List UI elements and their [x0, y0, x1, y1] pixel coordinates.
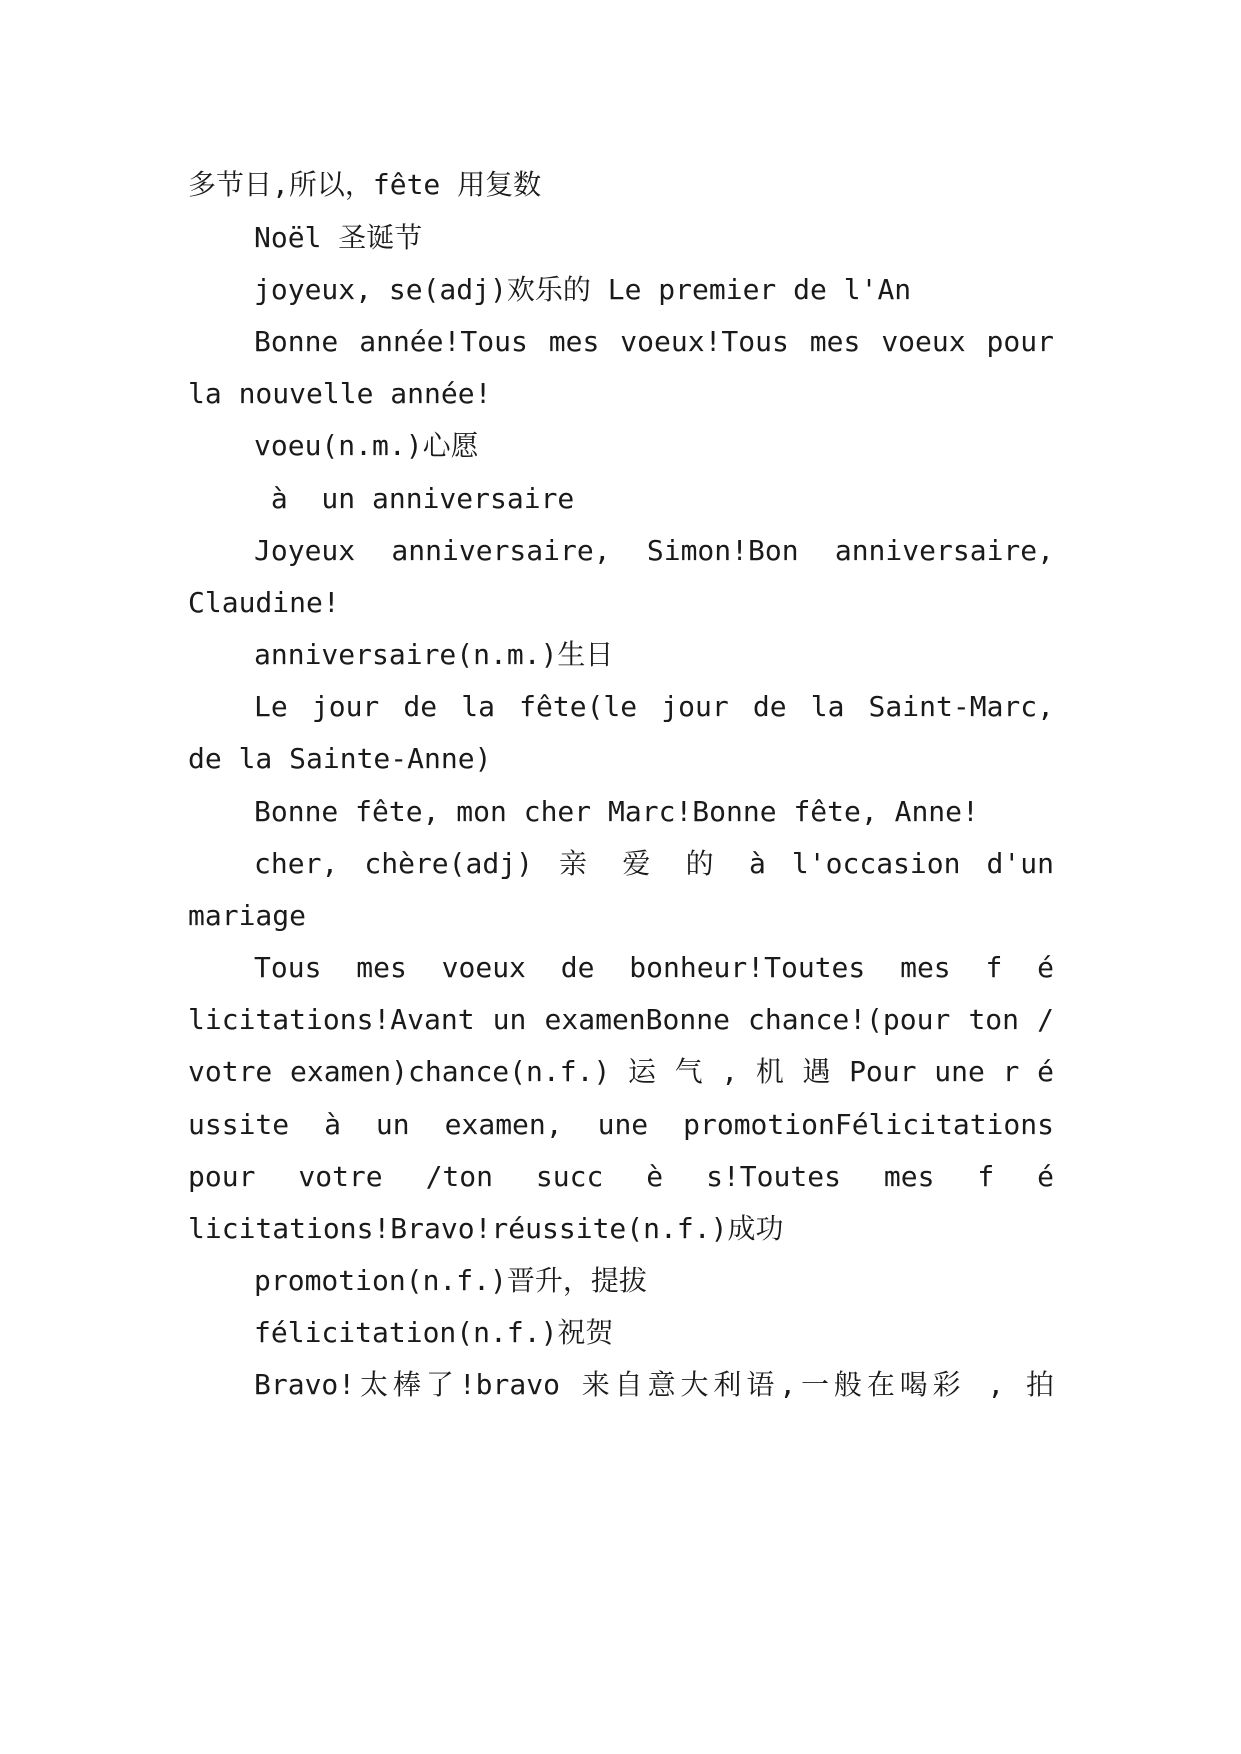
text-line-17: licitations!Avant un examenBonne chance!(pour ton /	[188, 1003, 1054, 1036]
text-line-18: votre examen)chance(n.f.) 运 气 , 机 遇 Pour une r é	[188, 1055, 1054, 1088]
text-line-22: promotion(n.f.)晋升，提拔	[254, 1264, 647, 1297]
text-line-5: la nouvelle année!	[188, 377, 492, 410]
text-line-10: anniversaire(n.m.)生日	[254, 638, 614, 671]
text-line-8: Joyeux anniversaire, Simon!Bon anniversaire,	[254, 534, 1054, 567]
text-line-19: ussite à un examen, une promotionFélicitations	[188, 1108, 1054, 1141]
text-line-2: Noël 圣诞节	[254, 221, 423, 254]
text-line-6: voeu(n.m.)心愿	[254, 429, 479, 462]
text-line-12: de la Sainte-Anne)	[188, 742, 492, 775]
text-line-13: Bonne fête, mon cher Marc!Bonne fête, Anne!	[254, 795, 979, 828]
text-line-14: cher, chère(adj) 亲 爱 的 à l'occasion d'un	[254, 847, 1054, 880]
text-line-1: 多节日,所以，fête 用复数	[188, 168, 542, 201]
text-line-4: Bonne année!Tous mes voeux!Tous mes voeux pour	[254, 325, 1054, 358]
text-line-23: félicitation(n.f.)祝贺	[254, 1316, 614, 1349]
text-line-11: Le jour de la fête(le jour de la Saint-Marc,	[254, 690, 1054, 723]
text-line-7: à un anniversaire	[254, 482, 575, 515]
text-line-20: pour votre /ton succ è s!Toutes mes f é	[188, 1160, 1054, 1193]
text-line-3: joyeux, se(adj)欢乐的 Le premier de l'An	[254, 273, 912, 306]
text-line-21: licitations!Bravo!réussite(n.f.)成功	[188, 1212, 784, 1245]
text-line-24: Bravo!太棒了!bravo 来自意大利语,一般在喝彩 , 拍	[254, 1368, 1054, 1401]
text-line-15: mariage	[188, 899, 307, 932]
text-line-16: Tous mes voeux de bonheur!Toutes mes f é	[254, 951, 1054, 984]
text-line-9: Claudine!	[188, 586, 340, 619]
